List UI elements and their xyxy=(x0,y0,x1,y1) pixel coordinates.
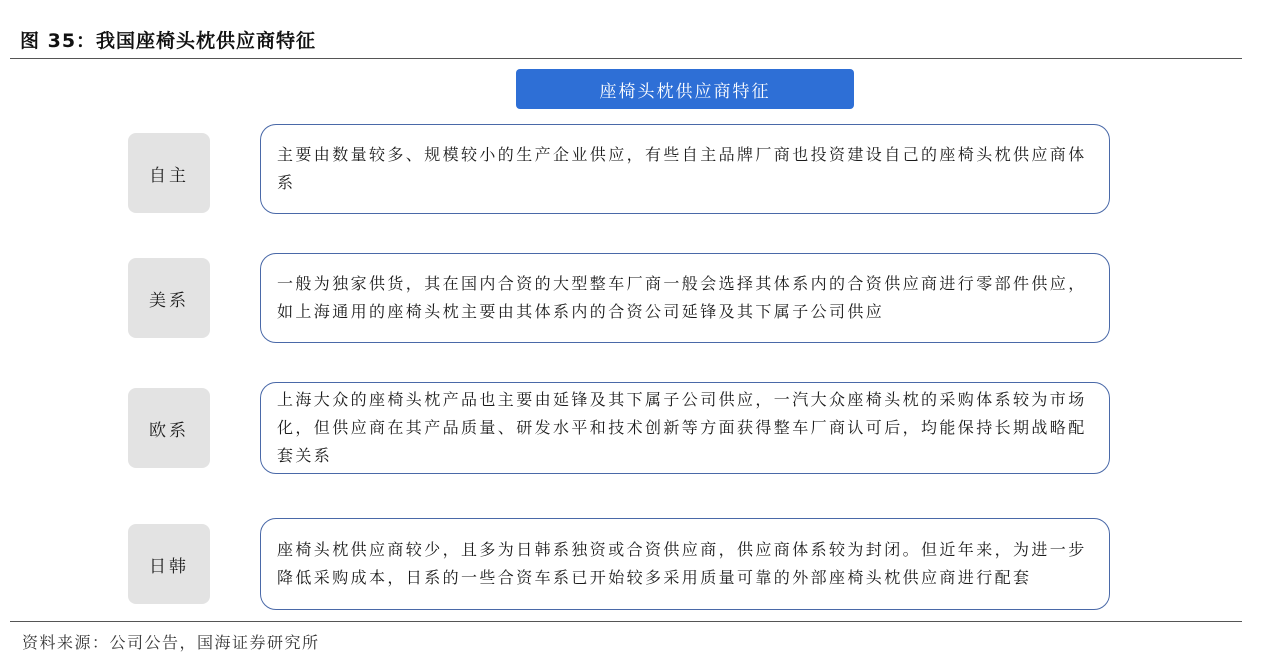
row-desc-japan-korea xyxy=(260,518,1110,610)
row-desc-text: 上海大众的座椅头枕产品也主要由延锋及其下属子公司供应，一汽大众座椅头枕的采购体系较为市场化，但供应商在其产品质量、研发水平和技术创新等方面获得整车厂商认可后，均能保持长期战略配套关系 xyxy=(277,390,1087,465)
row-label-domestic: 自主 xyxy=(128,133,210,213)
row-desc-domestic xyxy=(260,124,1110,214)
row-desc-american xyxy=(260,253,1110,343)
diagram-header: 座椅头枕供应商特征 xyxy=(516,69,854,109)
row-desc-european xyxy=(260,382,1110,474)
row-desc-text: 一般为独家供货，其在国内合资的大型整车厂商一般会选择其体系内的合资供应商进行零部件供应，如上海通用的座椅头枕主要由其体系内的合资公司延锋及其下属子公司供应 xyxy=(277,274,1087,321)
figure-title: 图 35：我国座椅头枕供应商特征 xyxy=(20,30,317,52)
top-rule xyxy=(10,58,1242,59)
row-desc-text: 主要由数量较多、规模较小的生产企业供应，有些自主品牌厂商也投资建设自己的座椅头枕供应商体系 xyxy=(277,145,1087,192)
bottom-rule xyxy=(10,621,1242,622)
source-note: 资料来源：公司公告，国海证券研究所 xyxy=(22,633,320,652)
row-label-european: 欧系 xyxy=(128,388,210,468)
row-label-american: 美系 xyxy=(128,258,210,338)
row-desc-text: 座椅头枕供应商较少，且多为日韩系独资或合资供应商，供应商体系较为封闭。但近年来，为进一步降低采购成本，日系的一些合资车系已开始较多采用质量可靠的外部座椅头枕供应商进行配套 xyxy=(277,540,1087,587)
row-label-japan-korea: 日韩 xyxy=(128,524,210,604)
